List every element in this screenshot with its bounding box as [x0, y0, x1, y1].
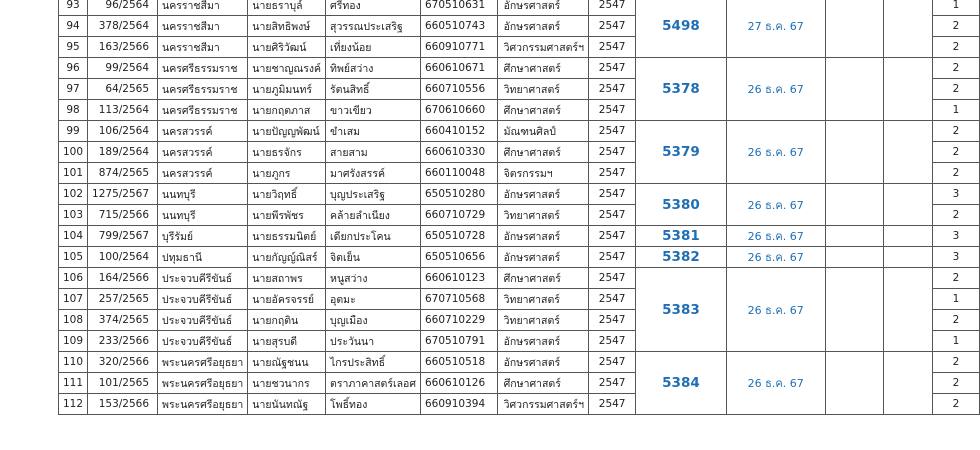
first-name: นายธราบุล์: [248, 0, 326, 16]
last-name: ขาวเขียว: [326, 100, 421, 121]
empty-cell: [884, 184, 933, 226]
birth-year: 2547: [588, 352, 635, 373]
province: พระนครศรีอยุธยา: [158, 352, 248, 373]
last-name: ทิพย์สว่าง: [326, 58, 421, 79]
province: นครสวรรค์: [158, 142, 248, 163]
province: ประจวบคีรีขันธ์: [158, 310, 248, 331]
document-number: 5381: [636, 226, 726, 247]
row-number: 109: [59, 331, 88, 352]
document-date: 26 ธ.ค. 67: [726, 184, 825, 226]
row-number: 98: [59, 100, 88, 121]
student-id: 670510631: [421, 0, 498, 16]
student-id: 660510518: [421, 352, 498, 373]
student-id: 660410152: [421, 121, 498, 142]
remarks-cell: [825, 247, 883, 268]
order-reference: 320/2566: [88, 352, 158, 373]
empty-cell: [884, 226, 933, 247]
birth-year: 2547: [588, 163, 635, 184]
order-reference: 153/2566: [88, 394, 158, 415]
remarks-cell: [825, 352, 883, 415]
birth-year: 2547: [588, 100, 635, 121]
document-number: 5498: [636, 0, 726, 58]
document-date: 26 ธ.ค. 67: [726, 352, 825, 415]
order-reference: 64/2565: [88, 79, 158, 100]
remarks-cell: [825, 184, 883, 226]
last-name: จิตเย็น: [326, 247, 421, 268]
row-number: 110: [59, 352, 88, 373]
student-id: 650510280: [421, 184, 498, 205]
student-id: 660610671: [421, 58, 498, 79]
order-reference: 799/2567: [88, 226, 158, 247]
request-count: 2: [932, 268, 979, 289]
province: นครศรีธรรมราช: [158, 58, 248, 79]
row-number: 104: [59, 226, 88, 247]
row-number: 111: [59, 373, 88, 394]
request-count: 1: [932, 289, 979, 310]
student-id: 660110048: [421, 163, 498, 184]
faculty: จิตรกรรมฯ: [497, 163, 588, 184]
order-reference: 99/2564: [88, 58, 158, 79]
request-count: 2: [932, 352, 979, 373]
order-reference: 874/2565: [88, 163, 158, 184]
document-number: 5379: [636, 121, 726, 184]
remarks-cell: [825, 121, 883, 184]
province: พระนครศรีอยุธยา: [158, 373, 248, 394]
student-id: 650510728: [421, 226, 498, 247]
student-id: 670510791: [421, 331, 498, 352]
last-name: โพธิ์ทอง: [326, 394, 421, 415]
last-name: เที่ยงน้อย: [326, 37, 421, 58]
last-name: สายสาม: [326, 142, 421, 163]
province: ประจวบคีรีขันธ์: [158, 268, 248, 289]
birth-year: 2547: [588, 184, 635, 205]
first-name: นายธรจักร: [248, 142, 326, 163]
birth-year: 2547: [588, 205, 635, 226]
row-number: 94: [59, 16, 88, 37]
first-name: นายภูกร: [248, 163, 326, 184]
province: นครศรีธรรมราช: [158, 100, 248, 121]
last-name: ตราภาคาสตร์เลอศ: [326, 373, 421, 394]
document-number: 5383: [636, 268, 726, 352]
birth-year: 2547: [588, 0, 635, 16]
row-number: 99: [59, 121, 88, 142]
document-number: 5382: [636, 247, 726, 268]
student-id: 660710229: [421, 310, 498, 331]
order-reference: 257/2565: [88, 289, 158, 310]
last-name: ประวันนา: [326, 331, 421, 352]
first-name: นายพีรพัชร: [248, 205, 326, 226]
birth-year: 2547: [588, 16, 635, 37]
faculty: อักษรศาสตร์: [497, 331, 588, 352]
last-name: ขำเสม: [326, 121, 421, 142]
first-name: นายสิทธิพงษ์: [248, 16, 326, 37]
document-number: 5384: [636, 352, 726, 415]
request-count: 3: [932, 247, 979, 268]
birth-year: 2547: [588, 373, 635, 394]
last-name: ศรีทอง: [326, 0, 421, 16]
birth-year: 2547: [588, 289, 635, 310]
faculty: วิทยาศาสตร์: [497, 205, 588, 226]
province: ปทุมธานี: [158, 247, 248, 268]
birth-year: 2547: [588, 394, 635, 415]
empty-cell: [884, 352, 933, 415]
birth-year: 2547: [588, 142, 635, 163]
student-id: 660710729: [421, 205, 498, 226]
last-name: อุตมะ: [326, 289, 421, 310]
last-name: หนูสว่าง: [326, 268, 421, 289]
row-number: 102: [59, 184, 88, 205]
empty-cell: [884, 58, 933, 121]
request-count: 2: [932, 121, 979, 142]
first-name: นายปัญญพัฒน์: [248, 121, 326, 142]
last-name: รัตนสิทธิ์: [326, 79, 421, 100]
student-id: 660910394: [421, 394, 498, 415]
faculty: อักษรศาสตร์: [497, 352, 588, 373]
student-id: 660710556: [421, 79, 498, 100]
remarks-cell: [825, 58, 883, 121]
request-count: 2: [932, 142, 979, 163]
faculty: วิทยาศาสตร์: [497, 289, 588, 310]
first-name: นายกฤติน: [248, 310, 326, 331]
remarks-cell: [825, 226, 883, 247]
last-name: บุญประเสริฐ: [326, 184, 421, 205]
table-row: [59, 247, 980, 268]
row-number: 103: [59, 205, 88, 226]
empty-cell: [884, 268, 933, 352]
faculty: วิทยาศาสตร์: [497, 310, 588, 331]
document-date: 26 ธ.ค. 67: [726, 121, 825, 184]
last-name: สุวรรณประเสริฐ: [326, 16, 421, 37]
faculty: ศึกษาศาสตร์: [497, 268, 588, 289]
first-name: นายสถาพร: [248, 268, 326, 289]
order-reference: 163/2566: [88, 37, 158, 58]
last-name: เดียกประโคน: [326, 226, 421, 247]
faculty: ศึกษาศาสตร์: [497, 142, 588, 163]
table-body: [59, 0, 980, 415]
student-id: 670710568: [421, 289, 498, 310]
first-name: นายชวนากร: [248, 373, 326, 394]
request-count: 2: [932, 205, 979, 226]
row-number: 96: [59, 58, 88, 79]
birth-year: 2547: [588, 121, 635, 142]
faculty: ศึกษาศาสตร์: [497, 373, 588, 394]
order-reference: 1275/2567: [88, 184, 158, 205]
student-id: 660610330: [421, 142, 498, 163]
table-row: [59, 184, 980, 205]
last-name: บุญเมือง: [326, 310, 421, 331]
order-reference: 96/2564: [88, 0, 158, 16]
first-name: นายสุรบดี: [248, 331, 326, 352]
request-count: 2: [932, 394, 979, 415]
student-id: 660910771: [421, 37, 498, 58]
first-name: นายชาญณรงค์: [248, 58, 326, 79]
first-name: นายนันทณัฐ: [248, 394, 326, 415]
document-date: 27 ธ.ค. 67: [726, 0, 825, 58]
order-reference: 378/2564: [88, 16, 158, 37]
faculty: มัณฑนศิลป์: [497, 121, 588, 142]
document-number: 5378: [636, 58, 726, 121]
province: นนทบุรี: [158, 205, 248, 226]
province: ประจวบคีรีขันธ์: [158, 331, 248, 352]
birth-year: 2547: [588, 310, 635, 331]
request-count: 2: [932, 58, 979, 79]
order-reference: 101/2565: [88, 373, 158, 394]
row-number: 107: [59, 289, 88, 310]
order-reference: 164/2566: [88, 268, 158, 289]
province: พระนครศรีอยุธยา: [158, 394, 248, 415]
faculty: วิทยาศาสตร์: [497, 79, 588, 100]
row-number: 106: [59, 268, 88, 289]
student-id: 650510656: [421, 247, 498, 268]
birth-year: 2547: [588, 331, 635, 352]
order-reference: 106/2564: [88, 121, 158, 142]
order-reference: 113/2564: [88, 100, 158, 121]
row-number: 95: [59, 37, 88, 58]
document-number: 5380: [636, 184, 726, 226]
student-id: 660610123: [421, 268, 498, 289]
request-count: 2: [932, 163, 979, 184]
empty-cell: [884, 121, 933, 184]
document-date: 26 ธ.ค. 67: [726, 247, 825, 268]
document-date: 26 ธ.ค. 67: [726, 226, 825, 247]
empty-cell: [884, 0, 933, 58]
table-row: [59, 352, 980, 373]
student-id: 660610126: [421, 373, 498, 394]
first-name: นายธรรมนิตย์: [248, 226, 326, 247]
faculty: อักษรศาสตร์: [497, 247, 588, 268]
last-name: ไกรประสิทธิ์: [326, 352, 421, 373]
first-name: นายวิฤทธิ์: [248, 184, 326, 205]
province: นครราชสีมา: [158, 0, 248, 16]
student-deferment-table: [58, 0, 980, 415]
table-row: [59, 226, 980, 247]
first-name: นายภูมิมนทร์: [248, 79, 326, 100]
table-row: [59, 58, 980, 79]
student-id: 660510743: [421, 16, 498, 37]
request-count: 3: [932, 184, 979, 205]
row-number: 97: [59, 79, 88, 100]
faculty: อักษรศาสตร์: [497, 226, 588, 247]
student-id: 670610660: [421, 100, 498, 121]
document-date: 26 ธ.ค. 67: [726, 268, 825, 352]
faculty: ศึกษาศาสตร์: [497, 58, 588, 79]
province: ประจวบคีรีขันธ์: [158, 289, 248, 310]
province: นนทบุรี: [158, 184, 248, 205]
request-count: 3: [932, 226, 979, 247]
request-count: 2: [932, 79, 979, 100]
row-number: 100: [59, 142, 88, 163]
first-name: นายอัครจรรย์: [248, 289, 326, 310]
first-name: นายณัฐชนน: [248, 352, 326, 373]
empty-cell: [884, 247, 933, 268]
province: บุรีรัมย์: [158, 226, 248, 247]
birth-year: 2547: [588, 268, 635, 289]
order-reference: 100/2564: [88, 247, 158, 268]
first-name: นายศิริวัฒน์: [248, 37, 326, 58]
request-count: 2: [932, 37, 979, 58]
faculty: ศึกษาศาสตร์: [497, 100, 588, 121]
faculty: วิศวกรรมศาสตร์ฯ: [497, 37, 588, 58]
table-row: [59, 268, 980, 289]
order-reference: 233/2566: [88, 331, 158, 352]
table-row: [59, 0, 980, 16]
faculty: วิศวกรรมศาสตร์ฯ: [497, 394, 588, 415]
request-count: 1: [932, 100, 979, 121]
birth-year: 2547: [588, 226, 635, 247]
faculty: อักษรศาสตร์: [497, 16, 588, 37]
last-name: มาศรังสรรค์: [326, 163, 421, 184]
request-count: 2: [932, 310, 979, 331]
request-count: 2: [932, 16, 979, 37]
row-number: 101: [59, 163, 88, 184]
order-reference: 189/2564: [88, 142, 158, 163]
table-row: [59, 121, 980, 142]
faculty: อักษรศาสตร์: [497, 0, 588, 16]
birth-year: 2547: [588, 58, 635, 79]
province: นครราชสีมา: [158, 37, 248, 58]
first-name: นายกัญญ์ณิสร์: [248, 247, 326, 268]
row-number: 105: [59, 247, 88, 268]
request-count: 1: [932, 331, 979, 352]
faculty: อักษรศาสตร์: [497, 184, 588, 205]
birth-year: 2547: [588, 79, 635, 100]
birth-year: 2547: [588, 247, 635, 268]
province: นครราชสีมา: [158, 16, 248, 37]
last-name: คล้ายลำเนียง: [326, 205, 421, 226]
row-number: 112: [59, 394, 88, 415]
order-reference: 715/2566: [88, 205, 158, 226]
row-number: 93: [59, 0, 88, 16]
birth-year: 2547: [588, 37, 635, 58]
province: นครสวรรค์: [158, 163, 248, 184]
row-number: 108: [59, 310, 88, 331]
request-count: 2: [932, 373, 979, 394]
province: นครศรีธรรมราช: [158, 79, 248, 100]
document-date: 26 ธ.ค. 67: [726, 58, 825, 121]
first-name: นายกฤตภาส: [248, 100, 326, 121]
remarks-cell: [825, 0, 883, 58]
order-reference: 374/2565: [88, 310, 158, 331]
province: นครสวรรค์: [158, 121, 248, 142]
request-count: 1: [932, 0, 979, 16]
remarks-cell: [825, 268, 883, 352]
